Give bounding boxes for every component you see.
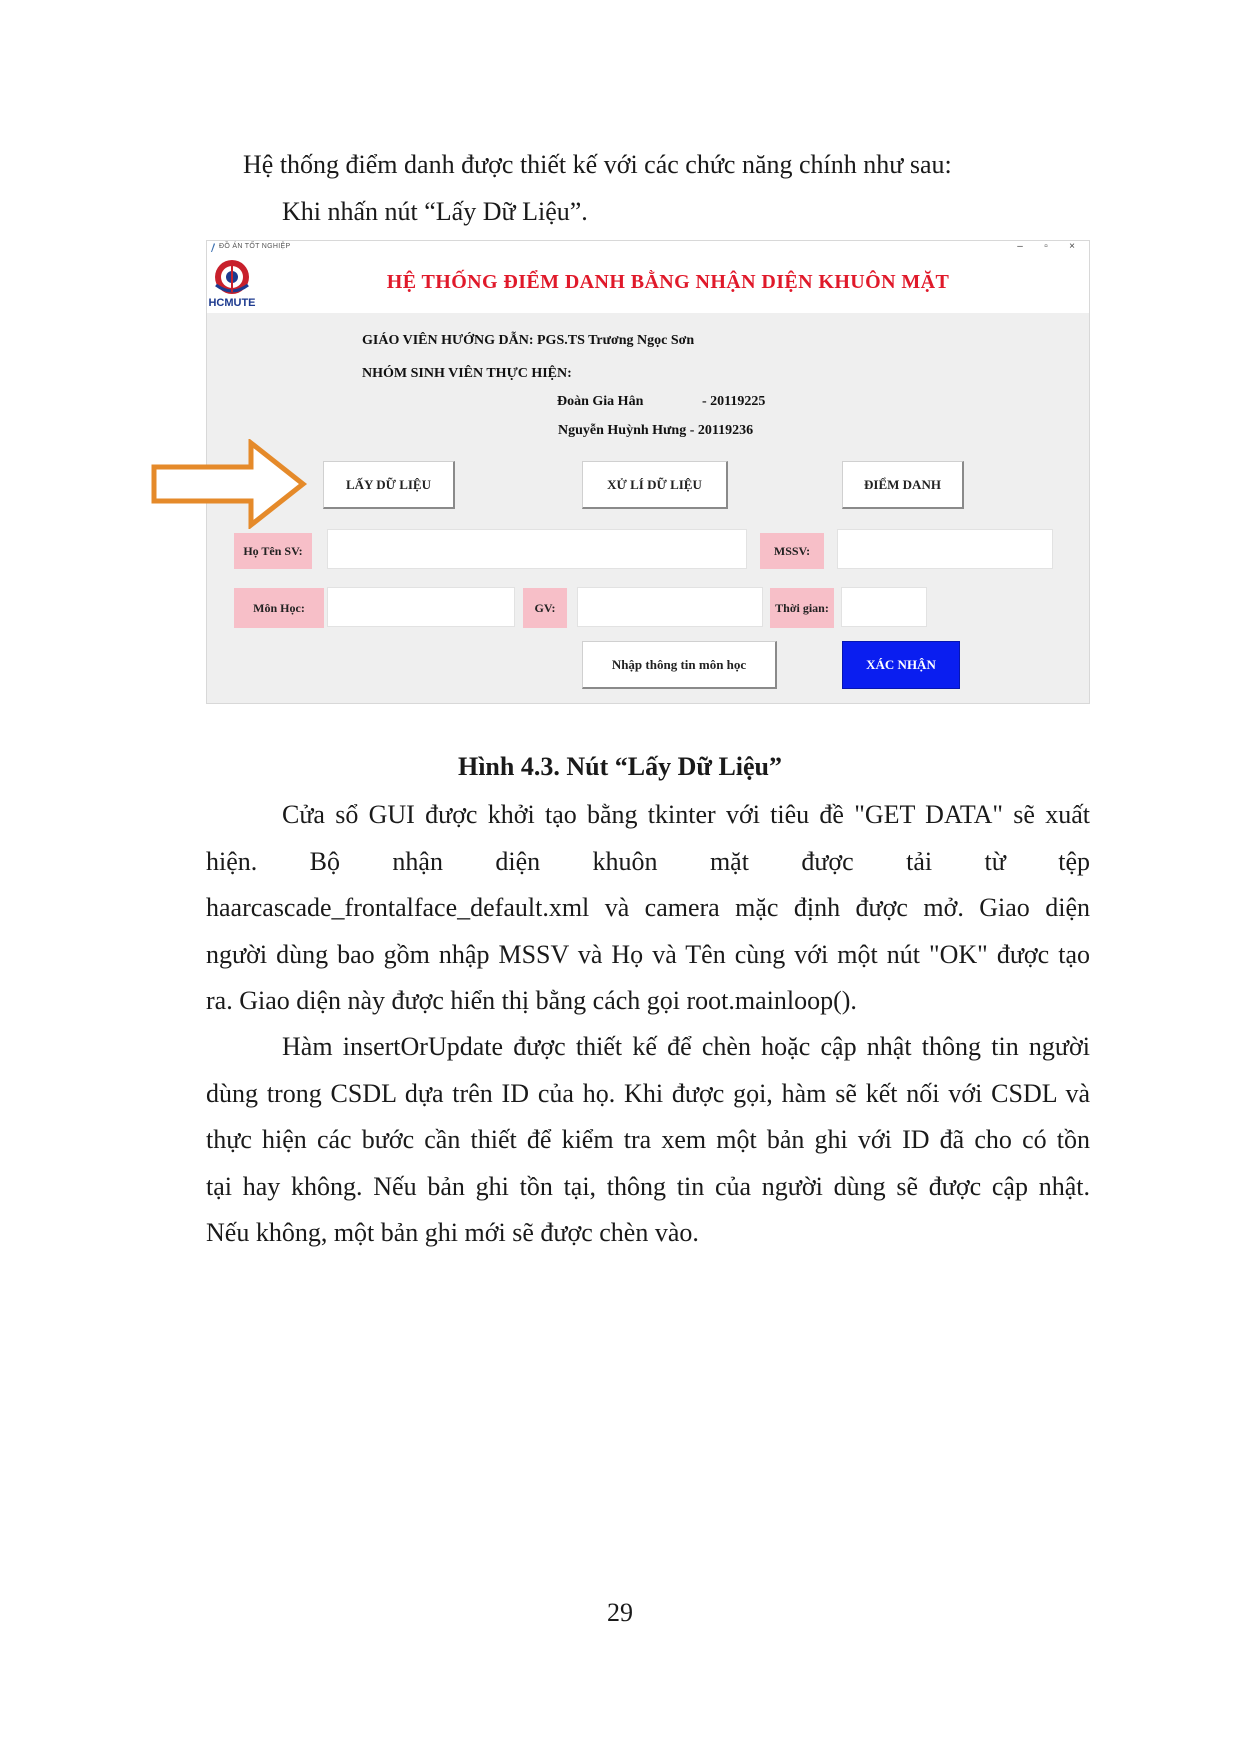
group-label: NHÓM SINH VIÊN THỰC HIỆN: (362, 366, 572, 381)
close-button[interactable]: × (1069, 241, 1075, 252)
time-input[interactable] (841, 587, 927, 627)
student-name-input[interactable] (327, 529, 747, 569)
window-title: ĐỒ ÁN TỐT NGHIỆP (219, 243, 291, 250)
paragraph-1-line: haarcascade_frontalface_default.xml và camera mặc định được mở. Giao diện (206, 893, 1090, 922)
minimize-button[interactable]: – (1017, 241, 1023, 252)
feather-icon (210, 242, 216, 253)
paragraph-2-line: tại hay không. Nếu bản ghi tồn tại, thông tin của người dùng sẽ được cập nhật. (206, 1172, 1090, 1201)
paragraph-2-line: dùng trong CSDL dựa trên ID của họ. Khi được gọi, hàm sẽ kết nối với CSDL và (206, 1079, 1090, 1108)
attendance-button[interactable]: ĐIỂM DANH (842, 461, 964, 509)
student-1-id: - 20119225 (702, 394, 766, 409)
student-1-name: Đoàn Gia Hân (557, 394, 644, 409)
app-title: HỆ THỐNG ĐIỂM DANH BẰNG NHẬN DIỆN KHUÔN MẶT (386, 271, 950, 293)
student-2: Nguyễn Huỳnh Hưng - 20119236 (558, 423, 754, 438)
subject-label: Môn Học: (234, 588, 324, 628)
logo-text: HCMUTE (208, 297, 256, 309)
paragraph-1-line: người dùng bao gồm nhập MSSV và Họ và Tên cùng với một nút "OK" được tạo (206, 940, 1090, 969)
figure-caption: Hình 4.3. Nút “Lấy Dữ Liệu” (457, 752, 783, 781)
paragraph-2-line: Hàm insertOrUpdate được thiết kế để chèn hoặc cập nhật thông tin người (282, 1032, 1090, 1061)
subject-input[interactable] (327, 587, 515, 627)
teacher-input[interactable] (577, 587, 763, 627)
paragraph-1-line: Cửa sổ GUI được khởi tạo bằng tkinter với tiêu đề "GET DATA" sẽ xuất (282, 800, 1090, 829)
window-titlebar (207, 241, 1089, 255)
time-label: Thời gian: (770, 588, 834, 628)
mssv-input[interactable] (837, 529, 1053, 569)
maximize-button[interactable]: ▫ (1044, 241, 1048, 252)
student-name-label: Họ Tên SV: (234, 533, 312, 569)
enter-subject-button[interactable]: Nhập thông tin môn học (582, 641, 777, 689)
mssv-label: MSSV: (760, 533, 824, 569)
intro-line-2: Khi nhấn nút “Lấy Dữ Liệu”. (282, 197, 588, 226)
teacher-label: GIÁO VIÊN HƯỚNG DẪN: PGS.TS Trương Ngọc Sơn (362, 333, 695, 348)
get-data-button[interactable]: LẤY DỮ LIỆU (323, 461, 455, 509)
paragraph-2-line: Nếu không, một bản ghi mới sẽ được chèn vào. (206, 1218, 699, 1247)
confirm-button[interactable]: XÁC NHẬN (842, 641, 960, 689)
intro-line-1: Hệ thống điểm danh được thiết kế với các chức năng chính như sau: (243, 150, 952, 179)
app-header (207, 255, 1089, 313)
arrow-annotation-icon (151, 439, 309, 529)
process-data-button[interactable]: XỬ LÍ DỮ LIỆU (582, 461, 728, 509)
app-window-screenshot (206, 240, 1090, 704)
paragraph-1-line: ra. Giao diện này được hiển thị bằng cách gọi root.mainloop(). (206, 986, 857, 1015)
paragraph-1-line: hiện. Bộ nhận diện khuôn mặt được tải từ tệp (206, 847, 1090, 876)
teacher-field-label: GV: (523, 588, 567, 628)
paragraph-2-line: thực hiện các bước cần thiết để kiểm tra xem một bản ghi với ID đã cho có tồn (206, 1125, 1090, 1154)
page-number: 29 (607, 1598, 633, 1627)
